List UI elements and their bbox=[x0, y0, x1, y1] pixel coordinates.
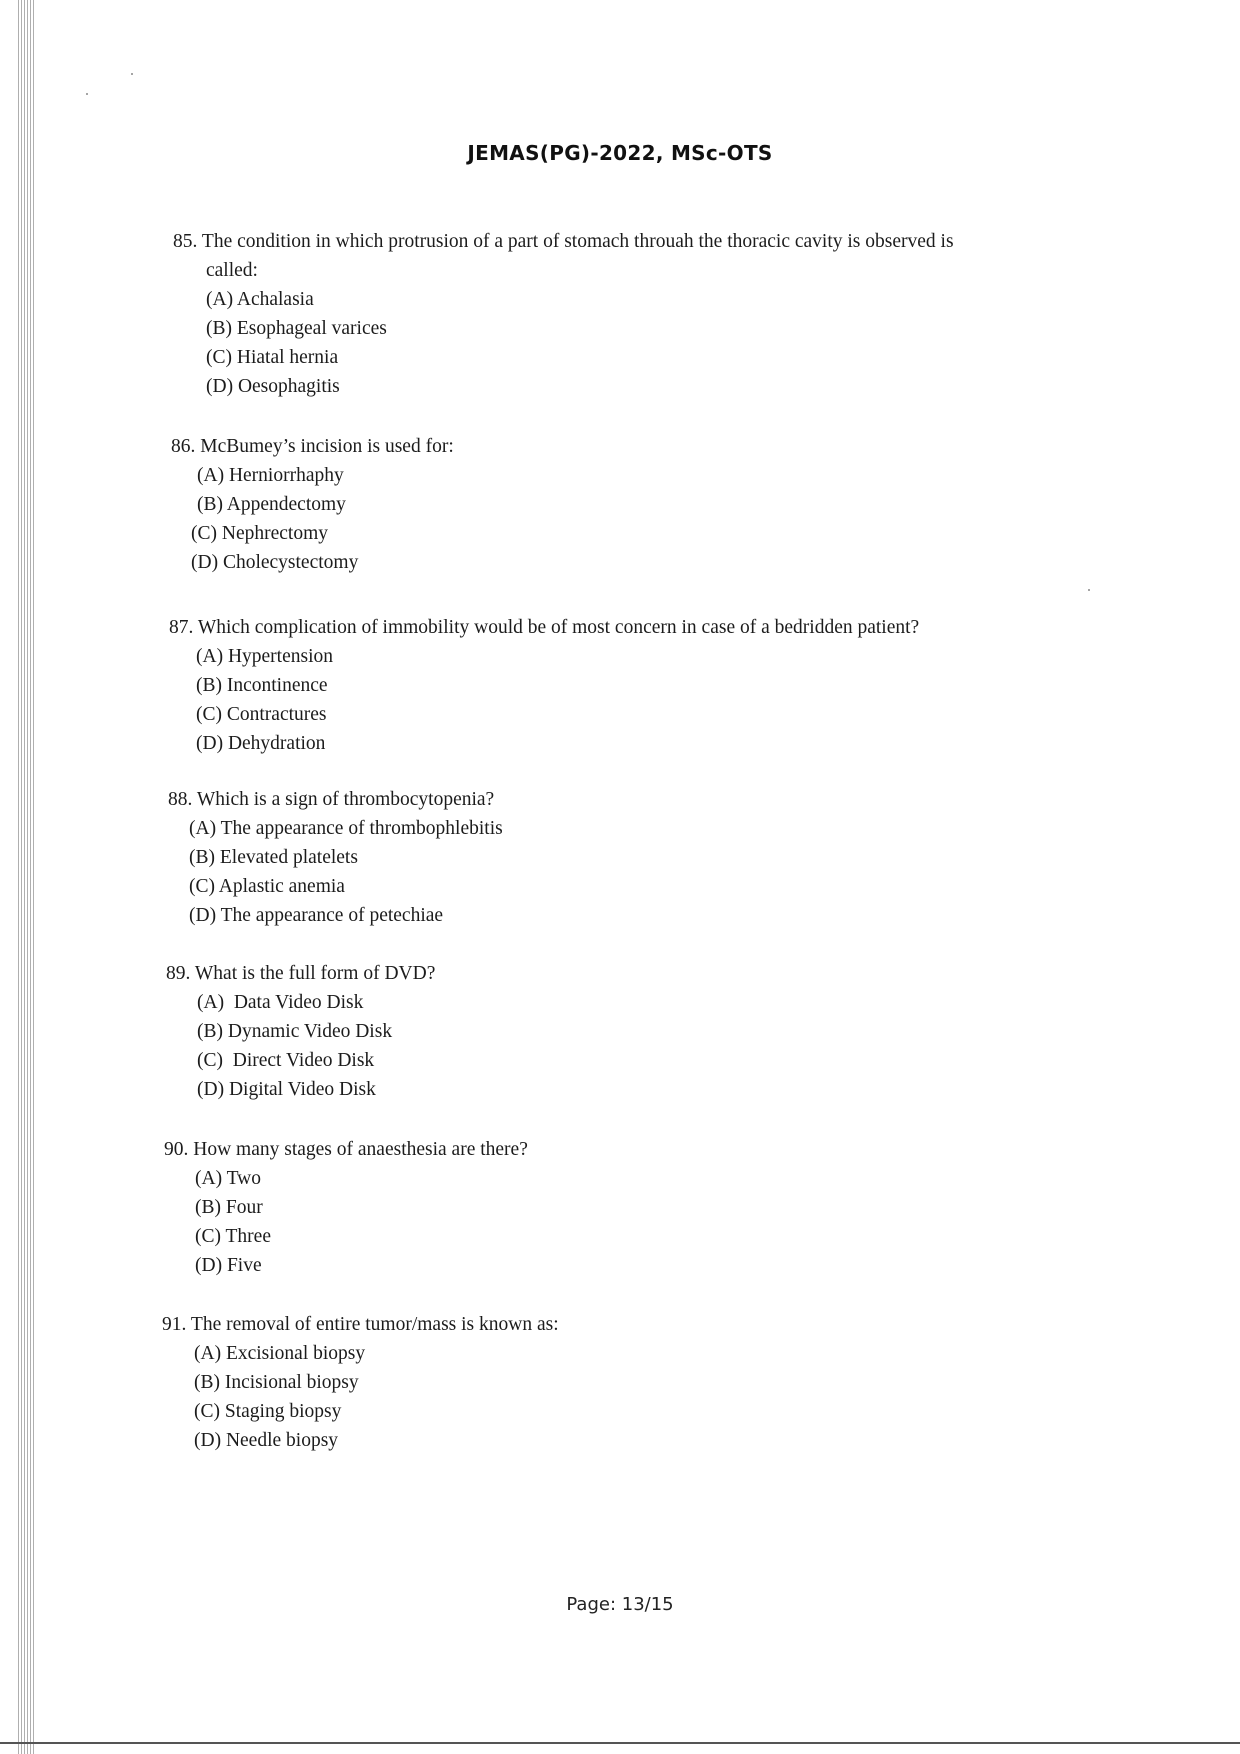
question-number: 88. bbox=[168, 789, 193, 810]
scan-speck bbox=[86, 93, 88, 95]
option-c: (C) Direct Video Disk bbox=[197, 1050, 375, 1071]
question-stem bbox=[169, 613, 919, 642]
question-stem bbox=[168, 785, 503, 814]
options-list bbox=[169, 642, 919, 758]
option-c: (C) Hiatal hernia bbox=[206, 347, 339, 368]
options-list bbox=[166, 988, 435, 1104]
option-d: (D) Oesophagitis bbox=[206, 376, 340, 397]
question-number: 86. bbox=[171, 436, 196, 457]
options-list bbox=[168, 814, 503, 930]
option-c: (C) Three bbox=[195, 1226, 271, 1247]
question-stem bbox=[166, 959, 435, 988]
question-88 bbox=[168, 785, 503, 930]
question-text: McBumey’s incision is used for: bbox=[200, 436, 454, 457]
option-b: (B) Appendectomy bbox=[197, 494, 346, 515]
question-text-continued: called: bbox=[206, 260, 258, 281]
option-c: (C) Nephrectomy bbox=[191, 523, 328, 544]
option-b: (B) Dynamic Video Disk bbox=[197, 1021, 393, 1042]
option-d: (D) Cholecystectomy bbox=[191, 552, 359, 573]
question-number: 91. bbox=[162, 1314, 187, 1335]
option-a: (A) The appearance of thrombophlebitis bbox=[189, 818, 503, 839]
question-text: The condition in which protrusion of a part of stomach throuah the thoracic cavity is observed is bbox=[201, 231, 954, 252]
question-stem bbox=[162, 1310, 559, 1339]
option-c: (C) Staging biopsy bbox=[194, 1401, 342, 1422]
question-number: 87. bbox=[169, 617, 194, 638]
question-86 bbox=[171, 432, 454, 577]
question-text: How many stages of anaesthesia are there? bbox=[193, 1139, 528, 1160]
question-stem bbox=[171, 432, 454, 461]
option-c: (C) Aplastic anemia bbox=[189, 876, 345, 897]
question-85 bbox=[173, 227, 954, 401]
option-b: (B) Elevated platelets bbox=[189, 847, 358, 868]
scan-speck bbox=[1088, 589, 1090, 591]
scan-speck bbox=[131, 73, 133, 75]
options-list bbox=[171, 461, 454, 577]
question-91 bbox=[162, 1310, 559, 1455]
option-b: (B) Esophageal varices bbox=[206, 318, 387, 339]
question-stem bbox=[173, 227, 954, 256]
scan-bottom-edge bbox=[0, 1742, 1240, 1744]
question-text: The removal of entire tumor/mass is known as: bbox=[190, 1314, 559, 1335]
options-list bbox=[173, 285, 954, 401]
option-a: (A) Hypertension bbox=[196, 646, 334, 667]
question-number: 89. bbox=[166, 963, 191, 984]
options-list bbox=[162, 1339, 559, 1455]
option-a: (A) Excisional biopsy bbox=[194, 1343, 366, 1364]
question-text: What is the full form of DVD? bbox=[194, 963, 436, 984]
scan-edge-artifact bbox=[18, 0, 36, 1754]
page-title: JEMAS(PG)-2022, MSc-OTS bbox=[467, 141, 773, 165]
option-d: (D) The appearance of petechiae bbox=[189, 905, 444, 926]
option-a: (A) Data Video Disk bbox=[197, 992, 364, 1013]
question-text: Which is a sign of thrombocytopenia? bbox=[196, 789, 495, 810]
options-list bbox=[164, 1164, 528, 1280]
option-a: (A) Achalasia bbox=[206, 289, 314, 310]
option-d: (D) Dehydration bbox=[196, 733, 326, 754]
question-89 bbox=[166, 959, 435, 1104]
page-number: Page: 13/15 bbox=[566, 1594, 674, 1615]
question-text: Which complication of immobility would be of most concern in case of a bedridden patient? bbox=[197, 617, 920, 638]
question-number: 90. bbox=[164, 1139, 189, 1160]
option-b: (B) Four bbox=[195, 1197, 263, 1218]
option-a: (A) Herniorrhaphy bbox=[197, 465, 344, 486]
option-b: (B) Incisional biopsy bbox=[194, 1372, 359, 1393]
option-d: (D) Digital Video Disk bbox=[197, 1079, 376, 1100]
option-b: (B) Incontinence bbox=[196, 675, 328, 696]
option-a: (A) Two bbox=[195, 1168, 261, 1189]
option-c: (C) Contractures bbox=[196, 704, 327, 725]
option-d: (D) Five bbox=[195, 1255, 262, 1276]
question-stem bbox=[164, 1135, 528, 1164]
question-90 bbox=[164, 1135, 528, 1280]
question-87 bbox=[169, 613, 919, 758]
option-d: (D) Needle biopsy bbox=[194, 1430, 339, 1451]
question-number: 85. bbox=[173, 231, 198, 252]
